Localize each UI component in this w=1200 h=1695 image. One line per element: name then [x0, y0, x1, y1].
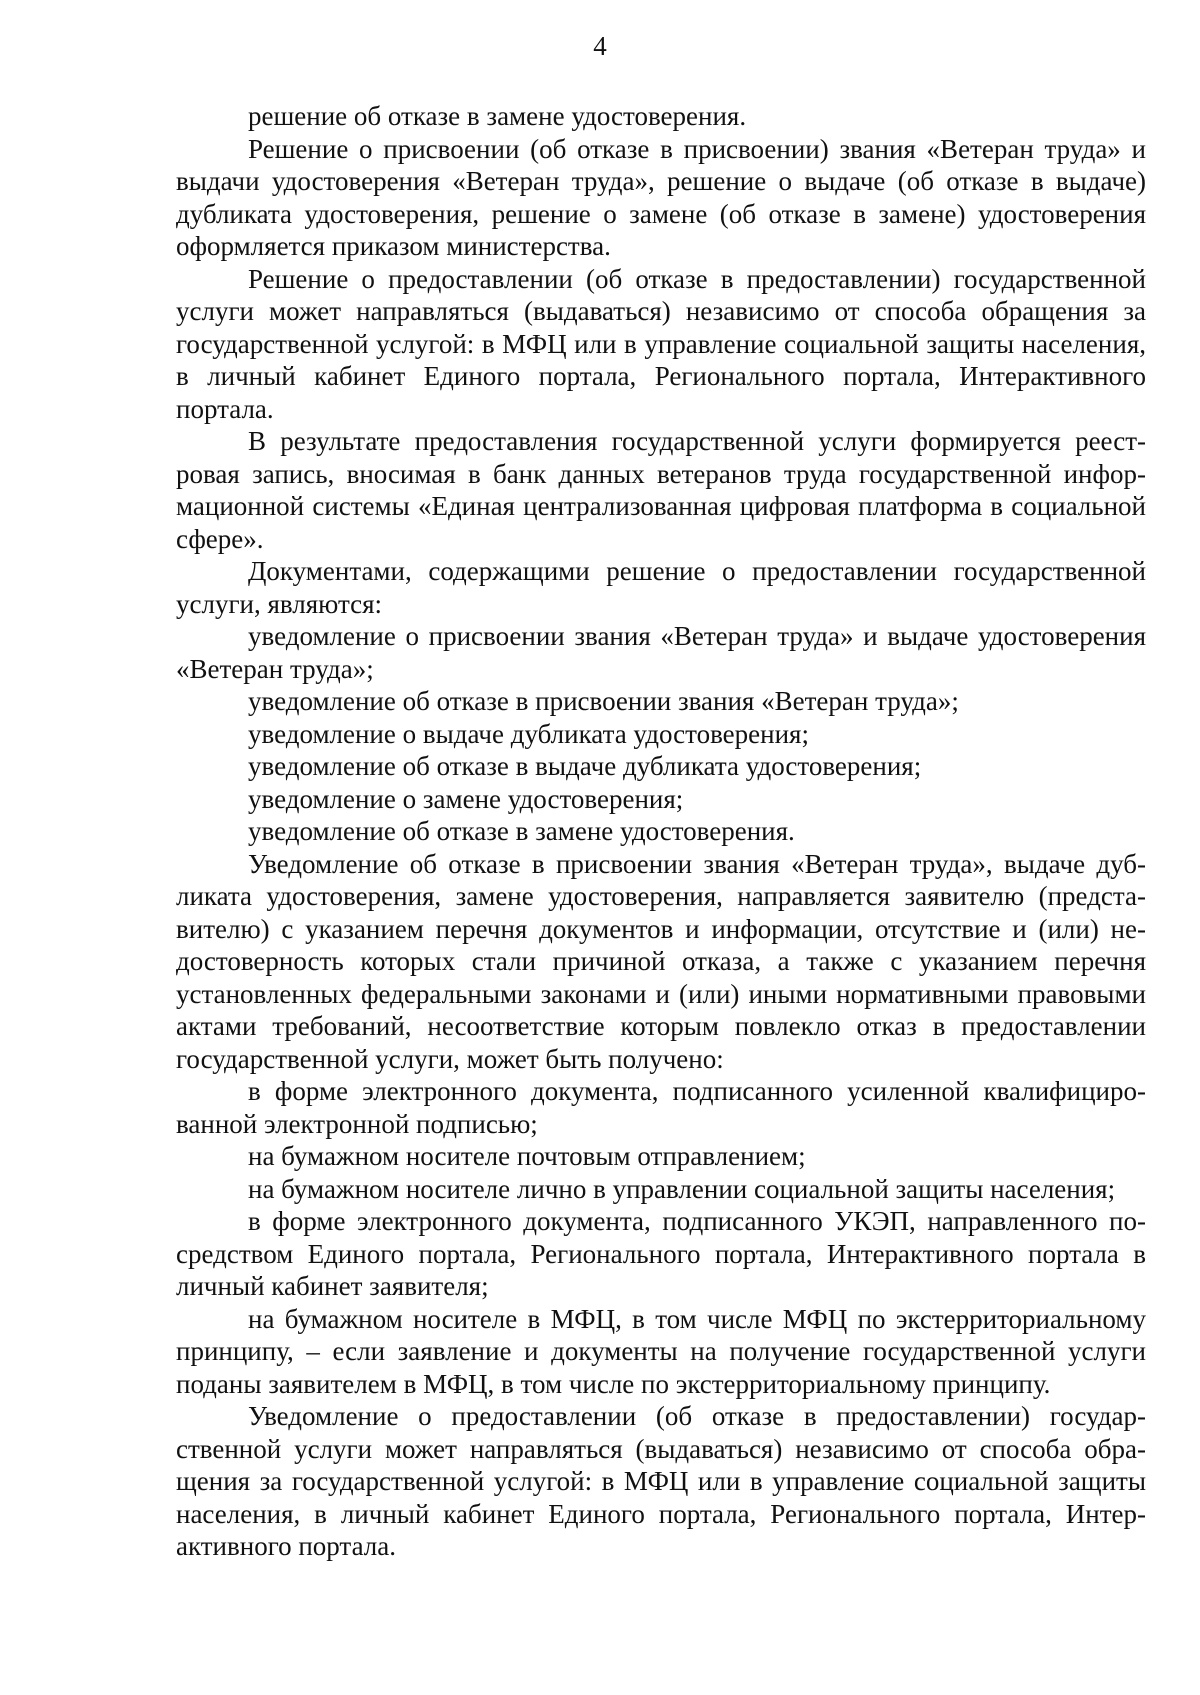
list-item: уведомление об отказе в замене удостоверения.: [248, 816, 795, 846]
list-item: в форме электронного документа, подписанного усиленной квалифицированной электронной подписью;: [176, 1076, 1146, 1139]
paragraph: Уведомление об отказе в присвоении звания «Ветеран труда», выдаче дубликата удостоверения, замене удостоверения, направляется заявителю (представителю) с указанием перечня документов и информации, отсутствие и (или) недостоверность которых стали причиной отказа, а также с указанием перечня установленных федеральными законами и (или) иными нормативными правовыми актами требований, несоответствие которым повлекло отказ в предоставлении государственной услуги, может быть получено:: [176, 848, 1146, 1074]
list-item: уведомление о присвоении звания «Ветеран труда» и выдаче удостоверения «Ветеран труда»;: [176, 621, 1146, 684]
paragraph: Решение о присвоении (об отказе в присвоении) звания «Ветеран труда» и выдачи удостоверения «Ветеран труда», решение о выдаче (об отказе в выдаче) дубликата удостоверения, решение о замене (об отказе в замене) удостоверения оформляется приказом министерства.: [176, 133, 1146, 261]
paragraph: В результате предоставления государственной услуги формируется реестровая запись, вносимая в банк данных ветеранов труда государственной информационной системы «Единая централизованная цифровая платформа в социальной сфере».: [176, 426, 1146, 554]
list-item: уведомление о замене удостоверения;: [248, 783, 684, 814]
list-item: уведомление о выдаче дубликата удостоверения;: [248, 718, 809, 749]
list-item: на бумажном носителе лично в управлении социальной защиты населения;: [248, 1173, 1116, 1204]
document-body: [176, 100, 1146, 1563]
list-item: на бумажном носителе в МФЦ, в том числе МФЦ по экстерриториальному принципу, – если заявление и документы на получение государственной услуги поданы заявителем в МФЦ, в том числе по экстерриториальному принципу.: [176, 1303, 1146, 1399]
page-number: 4: [593, 31, 607, 61]
list-item: на бумажном носителе почтовым отправлением;: [248, 1141, 806, 1171]
paragraph: Уведомление о предоставлении (об отказе в предоставлении) государственной услуги может направляться (выдаваться) независимо от способа обращения за государственной услугой: в МФЦ или в управление социальной защиты населения, в личный кабинет Единого портала, Регионального портала, Интерактивного портала.: [176, 1401, 1146, 1561]
list-item: в форме электронного документа, подписанного УКЭП, направленного посредством Единого портала, Регионального портала, Интерактивного портала в личный кабинет заявителя;: [176, 1206, 1146, 1301]
paragraph: решение об отказе в замене удостоверения.: [248, 101, 747, 131]
paragraph: Документами, содержащими решение о предоставлении государственной услуги, являются:: [176, 556, 1146, 619]
list-item: уведомление об отказе в выдаче дубликата удостоверения;: [248, 751, 922, 781]
list-item: уведомление об отказе в присвоении звания «Ветеран труда»;: [248, 686, 959, 716]
paragraph: Решение о предоставлении (об отказе в предоставлении) государственной услуги может направляться (выдаваться) независимо от способа обращения за государственной услугой: в МФЦ или в управление социальной защиты населения, в личный кабинет Единого портала, Регионального портала, Интерактивного портала.: [176, 263, 1146, 424]
